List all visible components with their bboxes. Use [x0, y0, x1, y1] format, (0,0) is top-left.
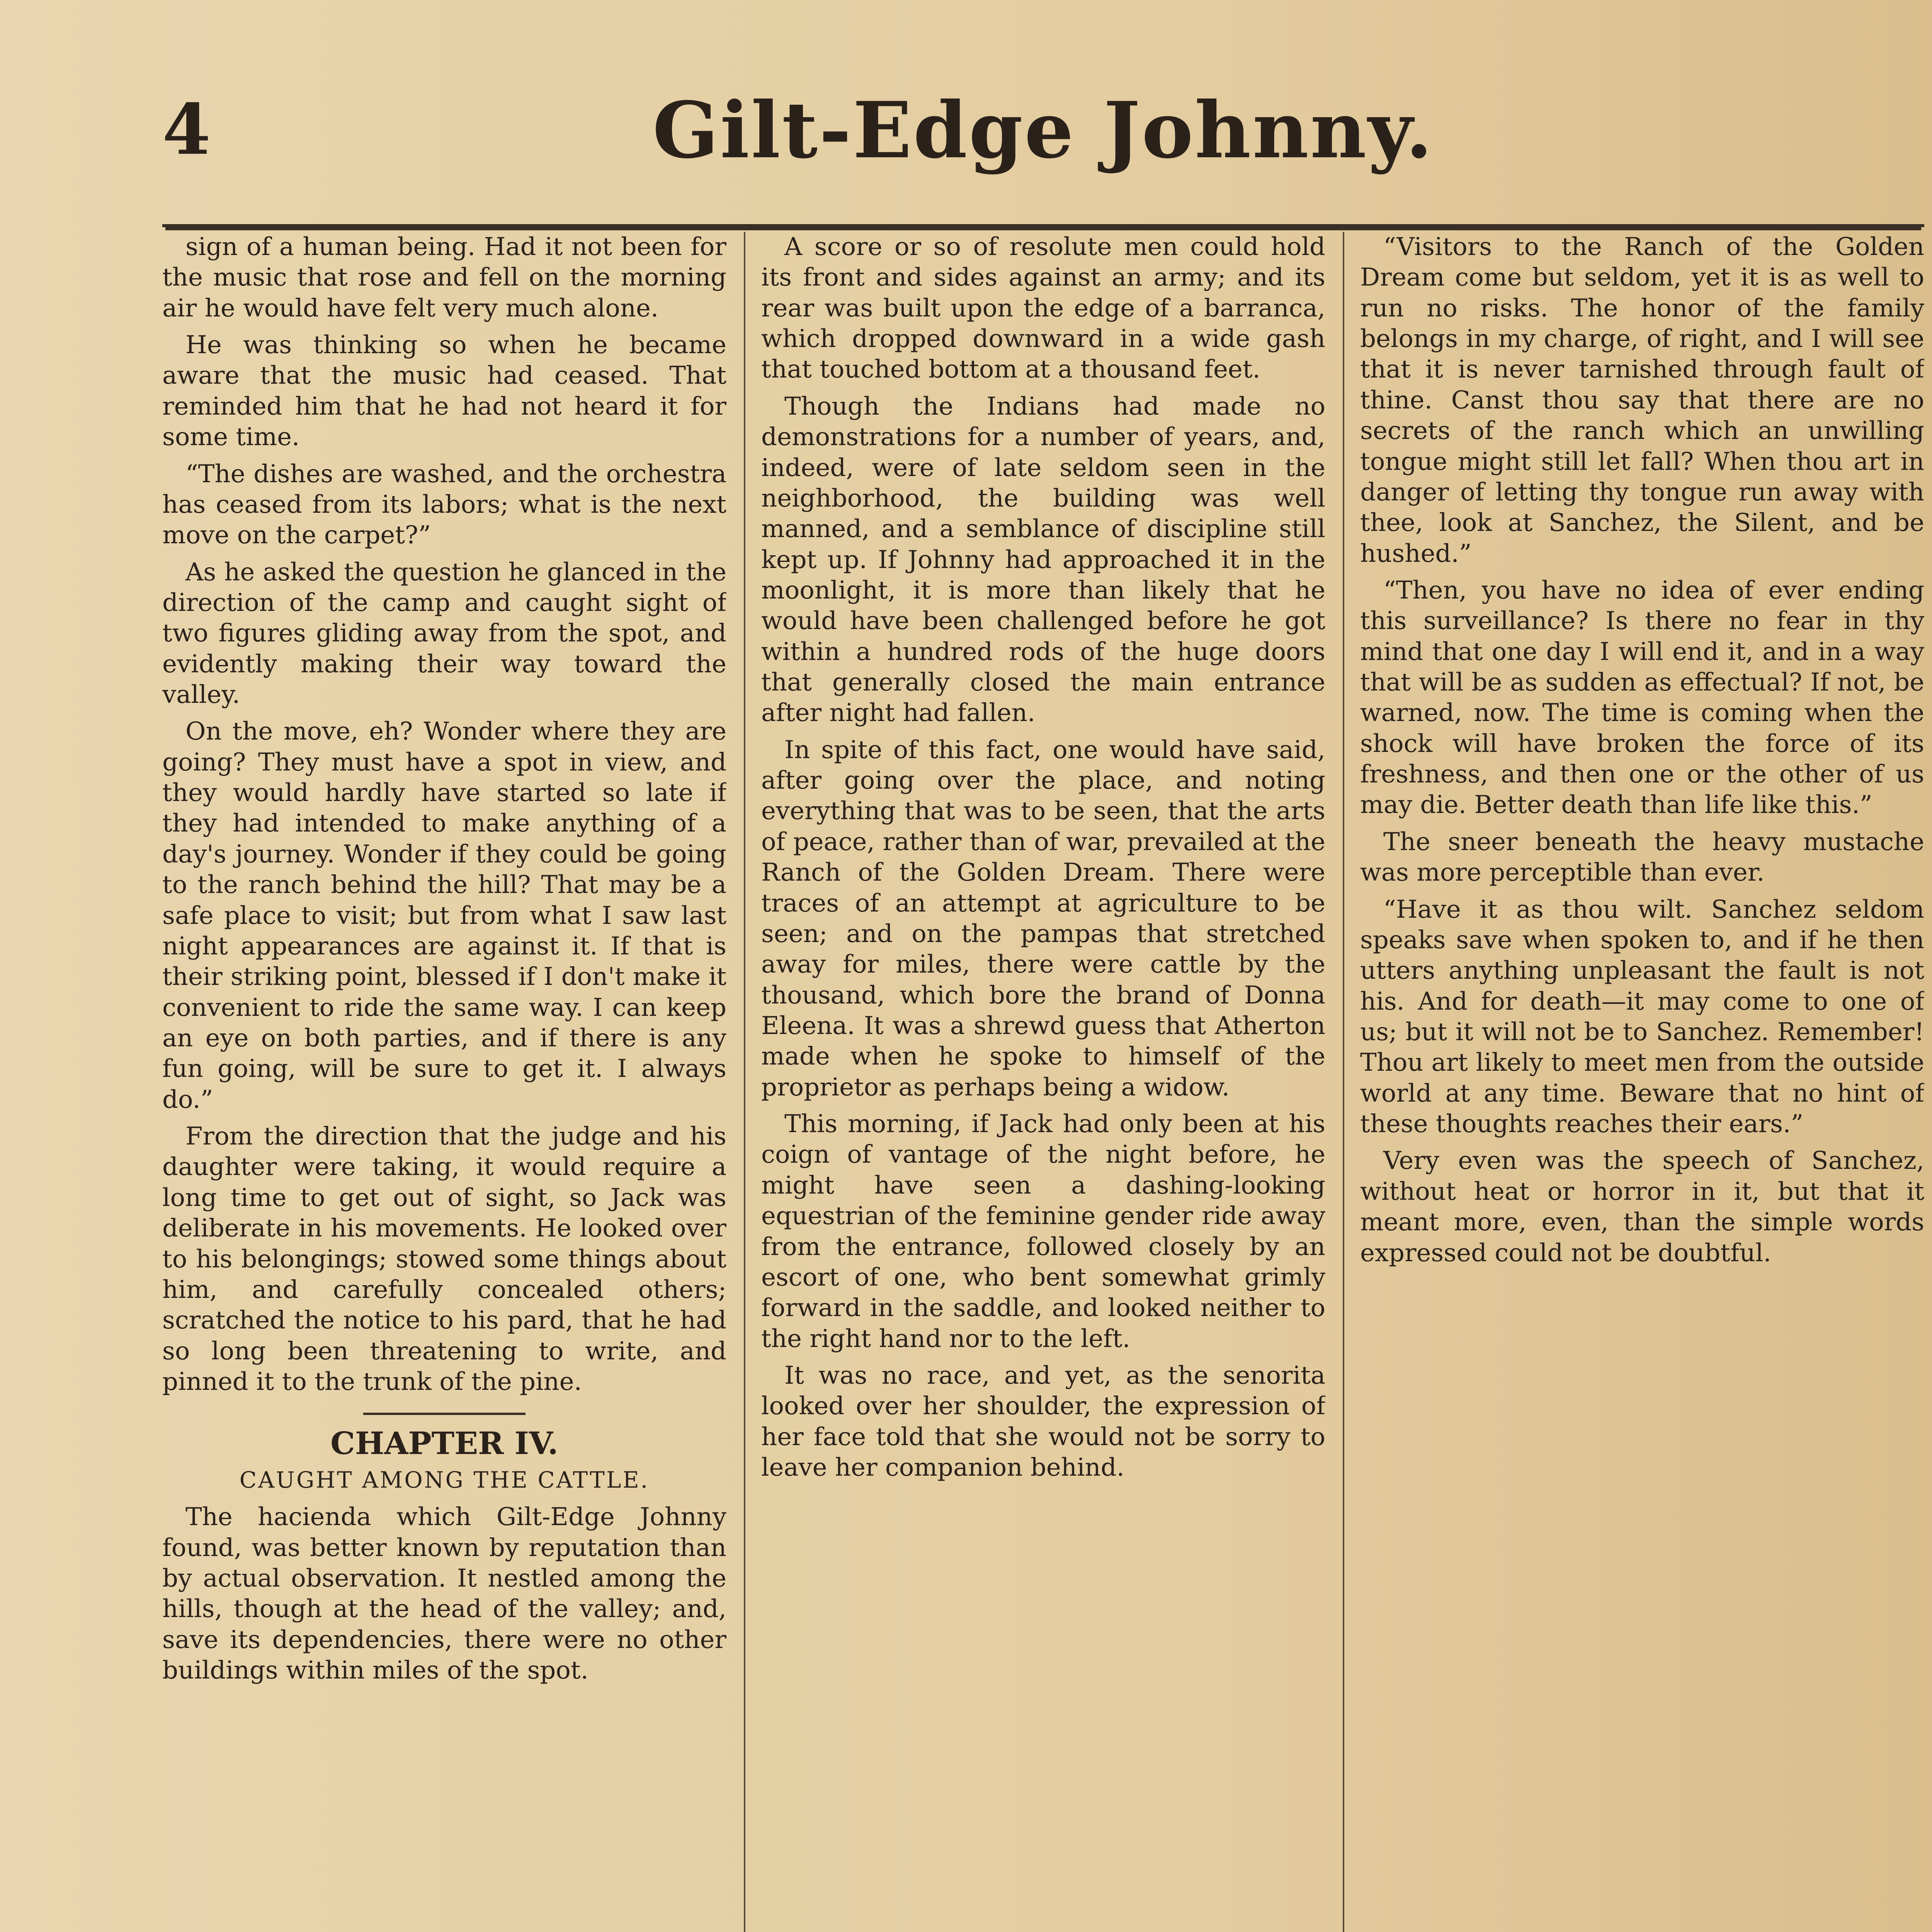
chapter-divider	[363, 1413, 526, 1415]
paragraph: The sneer beneath the heavy mustache was more perceptible than ever.	[1360, 827, 1924, 887]
paragraph: The hacienda which Gilt-Edge Johnny found, was better known by reputation than by actual observation. It nestled among the hills, though at the head of the valley; and, save its dependencies, there were no other buildings within miles of the spot.	[162, 1503, 726, 1685]
paragraph: “Have it as thou wilt. Sanchez seldom speaks save when spoken to, and if he then utters anything unpleasant the fault is not his. And for death—it may come to one of us; but it will not be to Sanchez. Remember! Thou art likely to meet men from the outside world at any time. Beware that no hint of these thoughts reaches their ears.”	[1360, 895, 1924, 1139]
chapter-title: CHAPTER IV.	[330, 1425, 558, 1462]
paragraph: From the direction that the judge and his daughter were taking, it would require a long time to get out of sight, so Jack was deliberate in his movements. He looked over to his belongings; stowed some things about him, and carefully concealed others; scratched the notice to his pard, that he had so long been threatening to write, and pinned it to the trunk of the pine.	[162, 1122, 726, 1396]
paragraph: On the move, eh? Wonder where they are going? They must have a spot in view, and they would hardly have started so late if they had intended to make anything of a day's journey. Wonder if they could be going to the ranch behind the hill? That may be a safe place to visit; but from what I saw last night appearances are against it. If that is their striking point, blessed if I don't make it convenient to ride the same way. I can keep an eye on both parties, and if there is any fun going, will be sure to get it. I always do.”	[162, 717, 726, 1114]
page-header	[162, 85, 1924, 227]
page-title: Gilt-Edge Johnny.	[652, 85, 1434, 176]
paragraph: sign of a human being. Had it not been for the music that rose and fell on the morning air he would have felt very much alone.	[162, 233, 726, 323]
chapter-subtitle: CAUGHT AMONG THE CATTLE.	[239, 1467, 650, 1493]
column-2	[761, 232, 1325, 1932]
paragraph: Very even was the speech of Sanchez, without heat or horror in it, but that it meant more, even, than the simple words expressed could not be doubtful.	[1360, 1146, 1924, 1267]
paragraph: “The dishes are washed, and the orchestra has ceased from its labors; what is the next move on the carpet?”	[162, 459, 726, 550]
article-columns	[162, 232, 1924, 1932]
paragraph: Though the Indians had made no demonstrations for a number of years, and, indeed, were of late seldom seen in the neighborhood, the building was well manned, and a semblance of discipline still kept up. If Johnny had approached it in the moonlight, it is more than likely that he would have been challenged before he got within a hundred rods of the huge doors that generally closed the main entrance after night had fallen.	[761, 392, 1325, 728]
paragraph: “Visitors to the Ranch of the Golden Dream come but seldom, yet it is as well to run no risks. The honor of the family belongs in my charge, of right, and I will see that it is never tarnished through fault of thine. Canst thou say that there are no secrets of the ranch which an unwilling tongue might still let fall? When thou art in danger of letting thy tongue run away with thee, look at Sanchez, the Silent, and be hushed.”	[1360, 233, 1924, 568]
column-rule	[744, 232, 745, 1932]
paragraph: He was thinking so when he became aware that the music had ceased. That reminded him that he had not heard it for some time.	[162, 331, 726, 452]
paragraph: “Then, you have no idea of ever ending this surveillance? Is there no fear in thy mind that one day I will end it, and in a way that will be as sudden as effectual? If not, be warned, now. The time is coming when the shock will have broken the force of its freshness, and then one or the other of us may die. Better death than life like this.”	[1360, 576, 1924, 820]
column-3	[1360, 232, 1924, 1932]
page-number: 4	[162, 89, 211, 170]
paragraph: In spite of this fact, one would have said, after going over the place, and noting everything that was to be seen, that the arts of peace, rather than of war, prevailed at the Ranch of the Golden Dream. There were traces of an attempt at agriculture to be seen; and on the pampas that stretched away for miles, there were cattle by the thousand, which bore the brand of Donna Eleena. It was a shrewd guess that Atherton made when he spoke to himself of the proprietor as perhaps being a widow.	[761, 735, 1325, 1102]
paragraph: A score or so of resolute men could hold its front and sides against an army; and its rear was built upon the edge of a barranca, which dropped downward in a wide gash that touched bottom at a thousand feet.	[761, 233, 1325, 384]
paragraph: This morning, if Jack had only been at his coign of vantage of the night before, he might have seen a dashing-looking equestrian of the feminine gender ride away from the entrance, followed closely by an escort of one, who bent somewhat grimly forward in the saddle, and looked neither to the right hand nor to the left.	[761, 1110, 1325, 1353]
paragraph: As he asked the question he glanced in the direction of the camp and caught sight of two figures gliding away from the spot, and evidently making their way toward the valley.	[162, 558, 726, 709]
paragraph: It was no race, and yet, as the senorita looked over her shoulder, the expression of her face told that she would not be sorry to leave her companion behind.	[761, 1361, 1325, 1482]
column-1	[162, 232, 726, 1932]
column-rule	[1343, 232, 1344, 1932]
